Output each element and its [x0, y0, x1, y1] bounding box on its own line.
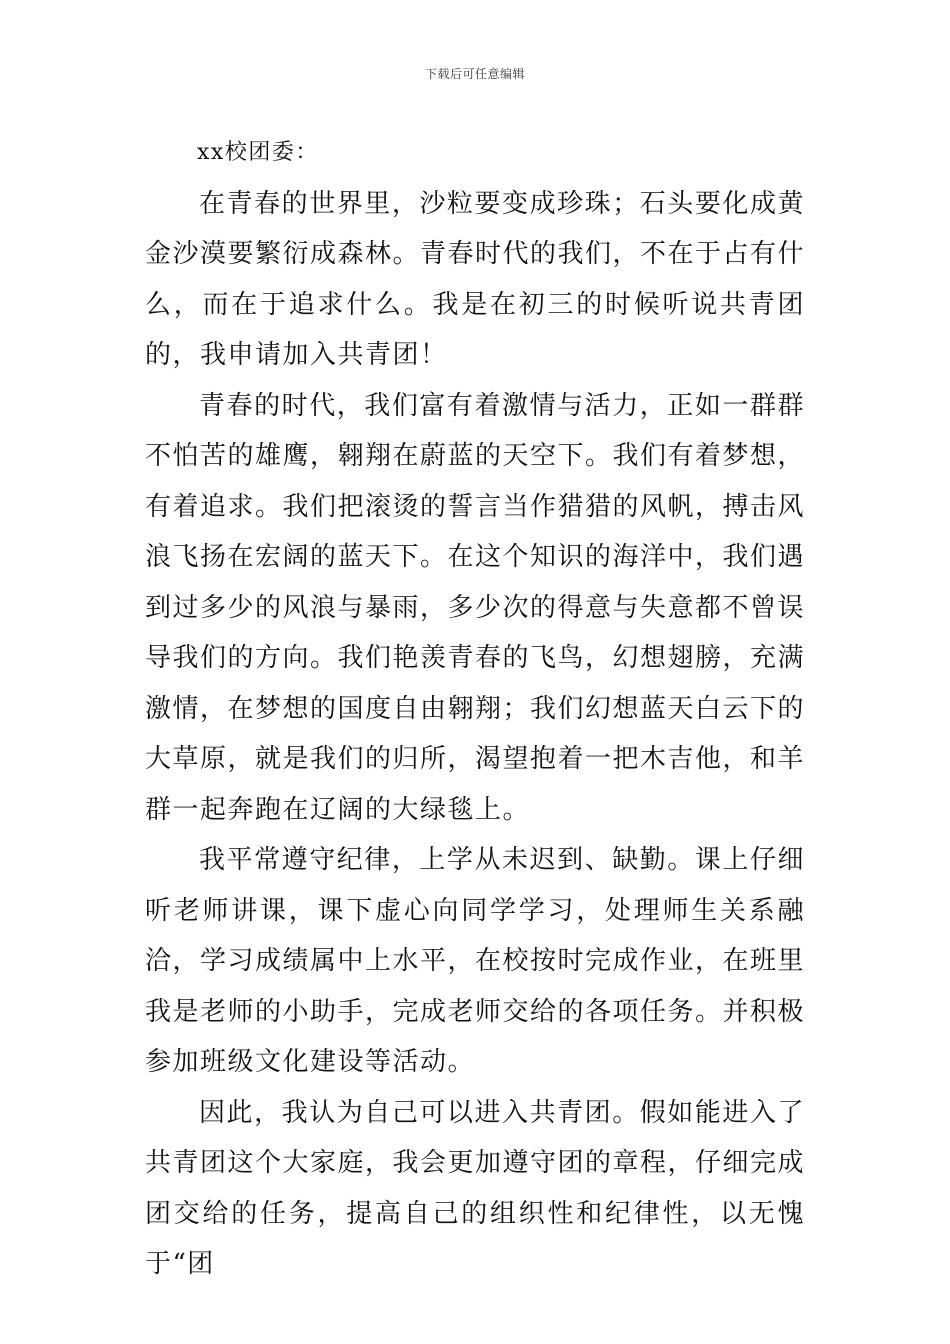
letter-body: [145, 128, 805, 1290]
page-header: [0, 66, 950, 82]
paragraph-1: 在青春的世界里，沙粒要变成珍珠；石头要化成黄金沙漠要繁衍成森林。青春时代的我们，不在于占有什么，而在于追求什么。我是在初三的时候听说共青团的，我申请加入共青团！: [145, 188, 806, 370]
paragraph-3: 我平常遵守纪律，上学从未迟到、缺勤。课上仔细听老师讲课，课下虚心向同学学习，处理师生关系融洽，学习成绩属中上水平，在校按时完成作业，在班里我是老师的小助手，完成老师交给的各项任务。并积极参加班级文化建设等活动。: [145, 845, 806, 1077]
paragraph-4: 因此，我认为自己可以进入共青团。假如能进入了共青团这个大家庭，我会更加遵守团的章程，仔细完成团交给的任务，提高自己的组织性和纪律性，以无愧于“团: [145, 1097, 806, 1279]
salutation: xx校团委：: [197, 140, 319, 165]
paragraph-2: 青春的时代，我们富有着激情与活力，正如一群群不怕苦的雄鹰，翱翔在蔚蓝的天空下。我们有着梦想，有着追求。我们把滚烫的誓言当作猎猎的风帆，搏击风浪飞扬在宏阔的蓝天下。在这个知识的海洋中，我们遇到过多少的风浪与暴雨，多少次的得意与失意都不曾误导我们的方向。我们艳羡青春的飞鸟，幻想翅膀，充满激情，在梦想的国度自由翱翔；我们幻想蓝天白云下的大草原，就是我们的归所，渴望抱着一把木吉他，和羊群一起奔跑在辽阔的大绿毯上。: [145, 390, 806, 825]
header-note: 下载后可任意编辑: [424, 67, 525, 81]
